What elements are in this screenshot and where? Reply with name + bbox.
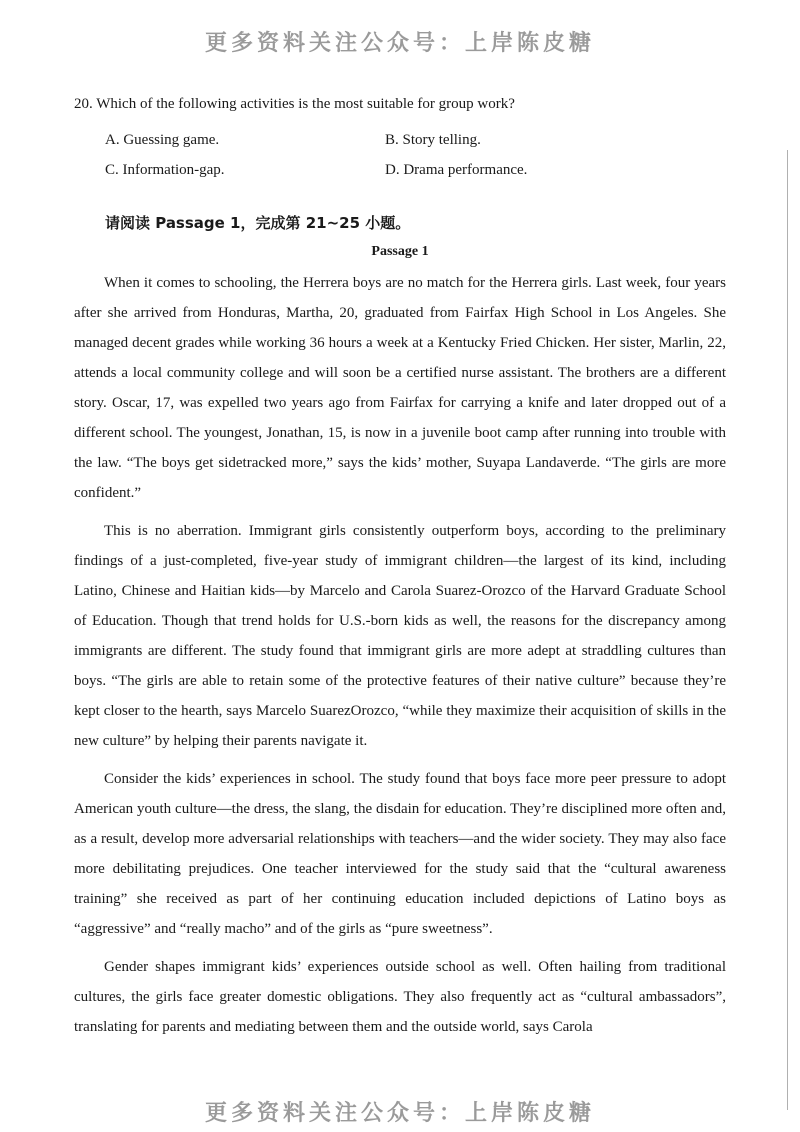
passage-paragraph-1: When it comes to schooling, the Herrera boys are no match for the Herrera girls. Last week, four years after she arrived from Honduras, Martha, 20, graduated from Fairfax High School in Los Angeles. She managed decent grades while working 36 hours a week at a Kentucky Fried Chicken. Her sister, Marlin, 22, attends a local community college and will soon be a certified nurse assistant. The brothers are a different story. Oscar, 17, was expelled two years ago from Fairfax for carrying a knife and later dropped out of a different school. The youngest, Jonathan, 15, is now in a juvenile boot camp after running into trouble with the law. “The boys get sidetracked more,” says the kids’ mother, Suyapa Landaverde. “The girls are more confident.”: [74, 275, 726, 501]
question-stem: Which of the following activities is the most suitable for group work?: [96, 96, 515, 112]
passage-paragraph-2: This is no aberration. Immigrant girls consistently outperform boys, according to the preliminary findings of a just-completed, five-year study of immigrant children—the largest of its kind, including Latino, Chinese and Haitian kids—by Marcelo and Carola Suarez-Orozco of the Harvard Graduate School of Education. Though that trend holds for U.S.-born kids as well, the reasons for the discrepancy among immigrants are different. The study found that immigrant girls are more adept at straddling cultures than boys. “The girls are able to retain some of the protective features of their native culture” because they’re kept closer to the hearth, says Marcelo SuarezOrozco, “while they maximize their acquisition of skills in the new culture” by helping their parents navigate it.: [74, 523, 726, 749]
passage-paragraph-3: Consider the kids’ experiences in school. The study found that boys face more peer pressure to adopt American youth culture—the dress, the slang, the disdain for education. They’re disciplined more often and, as a result, develop more adversarial relationships with teachers—and the wider society. They may also face more debilitating prejudices. One teacher interviewed for the study said that the “cultural awareness training” she received as part of her continuing education included depictions of Latino boys as “aggressive” and “really macho” and of the girls as “pure sweetness”.: [74, 771, 726, 937]
page-edge-line: [787, 150, 788, 1110]
answer-options: [105, 125, 665, 185]
option-c: C. Information-gap.: [105, 161, 225, 178]
watermark-top: 更多资料关注公众号：上岸陈皮糖: [204, 31, 595, 56]
passage-body: [74, 268, 726, 1050]
question-number: 20.: [74, 96, 93, 112]
option-d: D. Drama performance.: [385, 161, 528, 178]
reading-instruction: 请阅读 Passage 1，完成第 21~25 小题。: [105, 214, 411, 232]
passage-paragraph-4: Gender shapes immigrant kids’ experiences outside school as well. Often hailing from traditional cultures, the girls face greater domestic obligations. They also frequently act as “cultural ambassadors”, translating for parents and mediating between them and the outside world, says Carola: [74, 959, 726, 1035]
options-row-1: [105, 125, 665, 155]
question-20: [74, 93, 515, 115]
passage-title: Passage 1: [371, 244, 429, 259]
options-row-2: [105, 155, 665, 185]
option-a: A. Guessing game.: [105, 131, 220, 148]
option-b: B. Story telling.: [385, 131, 481, 148]
watermark-bottom: 更多资料关注公众号：上岸陈皮糖: [204, 1101, 595, 1126]
